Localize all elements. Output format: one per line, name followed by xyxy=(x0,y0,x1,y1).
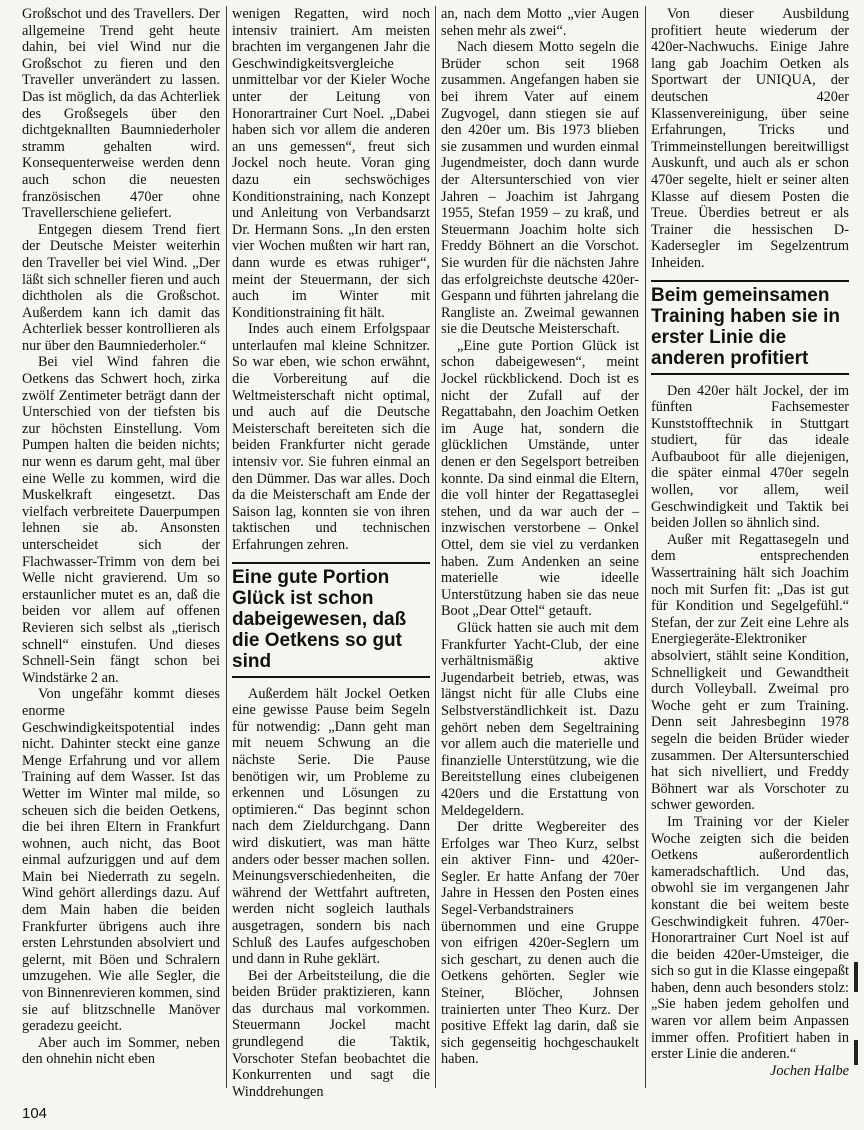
column-divider xyxy=(435,6,436,1088)
subheadline-box xyxy=(232,562,430,678)
paragraph: Außer mit Regattasegeln und dem entsprechenden Wassertraining hält sich Joachim noch mit Surfen fit: „Das ist gut für Kondition und Segelgefühl.“ Stefan, der zur Zeit eine Lehre als Energiegeräte-Elektroniker absolviert, stählt seine Kondition, Schnelligkeit und Gewandtheit durch Volleyball. Zweimal pro Woche geht er zum Training. Denn seit Jahresbeginn 1978 segeln die beiden Brüder wieder zusammen. Der Altersunterschied hat sich nivelliert, und Freddy Böhnert war als Vorschoter zu schwer geworden. xyxy=(651,531,849,814)
paragraph: Großschot und des Travellers. Der allgemeine Trend geht heute dahin, bei viel Wind nur die Großschot zu fieren und den Traveller unverändert zu lassen. Das ist möglich, da das Achterliek des Großsegels über den dichtgeknallten Baumniederholer stramm gehalten wird. Konsequenterweise werden denn auch schon die neuesten französischen 470er ohne Travellerschiene geliefert. xyxy=(22,6,220,222)
scan-edge-mark xyxy=(854,1040,858,1065)
author-signature: Jochen Halbe xyxy=(770,1062,849,1079)
paragraph: Bei der Arbeitsteilung, die die beiden Brüder praktizieren, kann das durchaus mal vorkommen. Steuermann Jockel macht grundlegend die Taktik, Vorschoter Stefan beobachtet die Konkurrenten und sagt die Winddrehungen xyxy=(232,967,430,1100)
paragraph: Den 420er hält Jockel, der im fünften Fachsemester Kunststofftechnik in Stuttgart studiert, für das ideale Aufbauboot für alle diejenigen, die später einmal 470er segeln wollen, vor allem, weil Geschwindigkeit und Taktik bei beiden Jollen so ähnlich sind. xyxy=(651,382,849,532)
column-divider xyxy=(226,6,227,1088)
page-number: 104 xyxy=(22,1105,48,1122)
column-3 xyxy=(441,6,639,1068)
paragraph: Nach diesem Motto segeln die Brüder schon seit 1968 zusammen. Angefangen haben sie bei ihrem Vater auf einem Zugvogel, dann stiegen sie auf den 420er um. Bis 1973 blieben sie zusammen und wurden einmal Jugendmeister, doch dann wurde der Altersunterschied von vier Jahren – Joachim ist Jahrgang 1955, Stefan 1959 – zu kraß, und Steuermann Joachim holte sich Freddy Böhnert an die Vorschot. Sie wurden für die nächsten Jahre das erfolgreichste deutsche 420er-Gespann und führten jahrelang die Rangliste an. Zweimal gewannen sie die Deutsche Meisterschaft. xyxy=(441,39,639,338)
paragraph: Aber auch im Sommer, neben den ohnehin nicht eben xyxy=(22,1034,220,1068)
subheadline: Beim gemeinsamen Training haben sie in erster Linie die anderen profitiert xyxy=(651,284,840,369)
paragraph: Im Training vor der Kieler Woche zeigten sich die beiden Oetkens außerordentlich kameradschaftlich. Und das, obwohl sie im vergangenen Jahr konstant die bei weitem beste Geschwindigkeit fuhren. 470er-Honorartrainer Curt Noel ist auf die beiden 420er-Umsteiger, die sich so gut in die Klasse eingepaßt haben, denn auch besonders stolz: „Sie haben jedem geholfen und waren vor allem beim Anpassen immer offen. Profitiert haben in erster Linie die anderen.“ xyxy=(651,813,849,1063)
scan-edge-mark xyxy=(854,962,858,992)
subheadline: Eine gute Portion Glück ist schon dabeigewesen, daß die Oetkens so gut sind xyxy=(232,566,407,672)
paragraph: Indes auch einem Erfolgspaar unterlaufen mal kleine Schnitzer. So war eben, wie schon erwähnt, die Vorbereitung auf die Weltmeisterschaft nicht optimal, und auch auf die Deutsche Meisterschaft bereiteten sich die beiden Frankfurter nicht gerade intensiv vor. Sie fuhren einmal an den Dümmer. Das war alles. Doch da die Meisterschaft am Ende der Saison lag, konnten sie von ihren taktischen und technischen Erfahrungen zehren. xyxy=(232,321,430,553)
column-1 xyxy=(22,6,220,1068)
column-4 xyxy=(651,6,849,1079)
column-divider xyxy=(645,6,646,1088)
subheadline-box xyxy=(651,280,849,375)
paragraph: an, nach dem Motto „vier Augen sehen mehr als zwei“. xyxy=(441,6,639,39)
paragraph: Entgegen diesem Trend fiert der Deutsche Meister weiterhin den Traveller bei viel Wind. „Der läßt sich schneller fieren und auch dichtholen als die Großschot. Außerdem kann ich damit das Achterliek besser kontrollieren als nur über den Baumniederholer.“ xyxy=(22,221,220,354)
column-2 xyxy=(232,6,430,1100)
paragraph: „Eine gute Portion Glück ist schon dabeigewesen“, meint Jockel rückblickend. Doch ist es nicht der Zufall auf der Regattabahn, den Joachim Oetken im Auge hat, sondern die glücklichen Umstände, unter denen er den Segelsport betreiben konnte. Da sind einmal die Eltern, die voll hinter der Regattaseglei stehen, und da war auch der – inzwischen verstorbene – Onkel Ottel, dem sie viel zu verdanken haben. Zum Andenken an seine materielle wie ideelle Unterstützung haben sie das neue Boot „Dear Ottel“ getauft. xyxy=(441,337,639,620)
paragraph: Glück hatten sie auch mit dem Frankfurter Yacht-Club, der eine verhältnismäßig aktive Jugendarbeit betrieb, etwas, was längst nicht für alle Clubs eine Selbstverständlichkeit ist. Dazu gehört neben dem Segeltraining vor allem auch die materielle und finanzielle Unterstützung, wie die Bereitstellung eines clubeigenen 420ers und die Erstattung von Meldegeldern. xyxy=(441,619,639,819)
paragraph: Von dieser Ausbildung profitiert heute wiederum der 420er-Nachwuchs. Einige Jahre lang gab Joachim Oetken als Sportwart der UNIQUA, der deutschen 420er Klassenvereinigung, über seine Erfahrungen, Tricks und Trimmeinstellungen bereitwilligst Auskunft, und auch als er schon 470er segelte, hielt er seiner alten Klasse auf diesem Posten die Treue. Überdies betreut er als Trainer die hessischen D-Kadersegler im Segelzentrum Inheiden. xyxy=(651,6,849,271)
paragraph: Bei viel Wind fahren die Oetkens das Schwert hoch, zirka zwölf Zentimeter beträgt dann der Unterschied von der tiefsten bis zur höchsten Einstellung. Vom Pumpen halten die beiden nichts; nur wenn es darum geht, mal über eine Welle zu kommen, wird die Muskelkraft eingesetzt. Das vielfach verbreitete Dauerpumpen lehnen sie ab. Ansonsten unterscheidet sich der Flachwasser-Trimm von dem bei Welle nicht gravierend. Um so erstaunlicher mutet es an, daß die beiden vor allem auf offenen Revieren sich selbst als „tierisch schnell“ einstufen. Und dieses Schnell-Sein fängt schon bei Windstärke 2 an. xyxy=(22,354,220,686)
paragraph: Außerdem hält Jockel Oetken eine gewisse Pause beim Segeln für notwendig: „Dann geht man mit neuem Schwung an die nächste Serie. Die Pause benötigen wir, um Probleme zu erkennen und Lösungen zu optimieren.“ Das beginnt schon nach dem Zieldurchgang. Dann wird diskutiert, was man hätte anders oder besser machen sollen. Meinungsverschiedenheiten, die während der Wettfahrt auftreten, werden nicht sogleich lauthals ausgetragen, sondern bis nach Schluß des Laufes aufgeschoben und dann in Ruhe geklärt. xyxy=(232,685,430,968)
paragraph: Der dritte Wegbereiter des Erfolges war Theo Kurz, selbst ein aktiver Finn- und 420er-Segler. Er hatte Anfang der 70er Jahre in Hessen den Posten eines Segel-Verbandstrainers übernommen und eine Gruppe von eifrigen 420er-Seglern um sich geschart, zu denen auch die Oetkens gehörten. Segler wie Steiner, Blöcher, Johnsen trainierten unter Theo Kurz. Der positive Effekt lag darin, daß sie sich gegenseitig hochgeschaukelt haben. xyxy=(441,819,639,1068)
paragraph: Von ungefähr kommt dieses enorme Geschwindigkeitspotential indes nicht. Dahinter steckt eine ganze Menge Erfahrung und vor allem Training auf dem Wasser. Ist das Wetter im Winter mal milde, so scheuen sich die beiden Oetkens, die bei ihren Eltern in Frankfurt wohnen, auch nicht, das Boot einmal aufzuriggen und auf dem Main bei Niederrath zu segeln. Wind gehört allerdings dazu. Auf dem Main haben die beiden Frankfurter übrigens auch ihre ersten Lehrstunden absolviert und gelernt, mit Böen und Schralern umzugehen. Wie alle Segler, die von Binnenrevieren kommen, sind sie auf blitzschnelle Manöver geradezu geeicht. xyxy=(22,686,220,1035)
paragraph: wenigen Regatten, wird noch intensiv trainiert. Am meisten brachten im vergangenen Jahr die Geschwindigkeitsvergleiche unmittelbar vor der Kieler Woche unter der Leitung von Honorartrainer Curt Noel. „Dabei haben sich vor allem die anderen an uns gemessen“, freut sich Jockel noch heute. Voran ging dazu ein sechswöchiges Konditionstraining, nach Konzept und Anleitung von Verbandsarzt Dr. Hermann Sons. „In den ersten vier Wochen mußten wir hart ran, dann wurde es etwas ruhiger“, meint der Steuermann, der sich auch im Winter mit Konditionstraining fit hält. xyxy=(232,6,430,321)
